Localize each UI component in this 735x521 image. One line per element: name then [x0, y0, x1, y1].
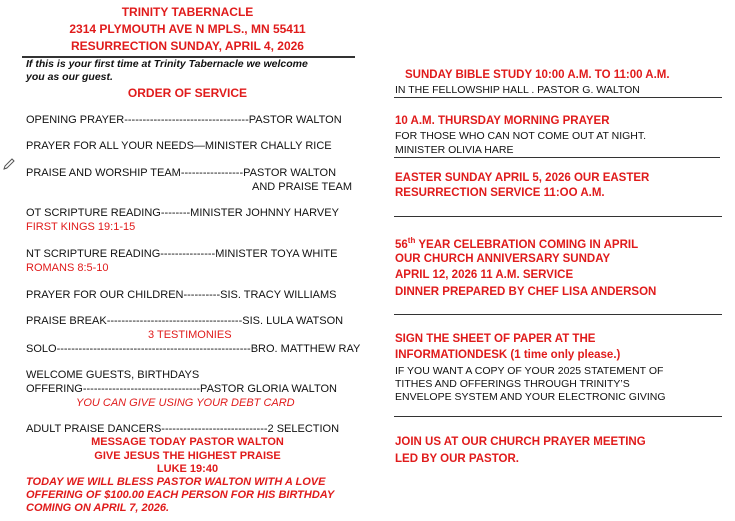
praise-worship-team: PRAISE AND WORSHIP TEAM-----------------PASTOR WALTON: [26, 167, 337, 179]
service-occasion: RESURRECTION SUNDAY, APRIL 4, 2026: [71, 39, 304, 53]
church-name: TRINITY TABERNACLE: [121, 5, 254, 19]
bible-study-place: IN THE FELLOWSHIP HALL . PASTOR G. WALTON: [395, 84, 640, 96]
welcome-guests: WELCOME GUESTS, BIRTHDAYS: [26, 369, 200, 381]
sign-sheet-2: INFORMATIONDESK (1 time only please.): [395, 349, 621, 361]
prayer-children: PRAYER FOR OUR CHILDREN----------SIS. TRACY WILLIAMS: [26, 289, 337, 301]
divider-2: [394, 157, 720, 158]
church-address: 2314 PLYMOUTH AVE N MPLS., MN 55411: [69, 22, 306, 36]
thursday-prayer-heading: 10 A.M. THURSDAY MORNING PRAYER: [395, 115, 610, 127]
ot-scripture-ref: FIRST KINGS 19:1-15: [26, 221, 136, 233]
divider-4: [394, 314, 722, 315]
bless-pastor-3: COMING ON APRIL 7, 2026.: [26, 502, 170, 514]
divider-3: [394, 216, 722, 217]
tithes-line-2: TITHES AND OFFERINGS THROUGH TRINITY’S: [395, 378, 630, 390]
bible-study-heading: SUNDAY BIBLE STUDY 10:00 A.M. TO 11:00 A.M.: [405, 69, 670, 81]
prayer-needs: PRAYER FOR ALL YOUR NEEDS—MINISTER CHALLY RICE: [26, 140, 332, 152]
prayer-meeting-1: JOIN US AT OUR CHURCH PRAYER MEETING: [395, 436, 646, 448]
order-of-service-title: ORDER OF SERVICE: [127, 86, 248, 100]
anniversary-line-2: OUR CHURCH ANNIVERSARY SUNDAY: [395, 253, 611, 265]
divider-5: [394, 416, 722, 417]
solo: SOLO-----------------------------------------------------BRO. MATTHEW RAY: [26, 343, 361, 355]
easter-line-2: RESURRECTION SERVICE 11:OO A.M.: [395, 187, 605, 199]
praise-break: PRAISE BREAK-------------------------------------SIS. LULA WATSON: [26, 315, 344, 327]
opening-prayer: OPENING PRAYER----------------------------------PASTOR WALTON: [26, 114, 342, 126]
testimonies: 3 TESTIMONIES: [148, 329, 232, 341]
luke-reference: LUKE 19:40: [156, 463, 219, 475]
anniversary-line-3: APRIL 12, 2026 11 A.M. SERVICE: [395, 269, 574, 281]
bless-pastor-2: OFFERING OF $100.00 EACH PERSON FOR HIS BIRTHDAY: [26, 489, 335, 501]
welcome-line-1: If this is your first time at Trinity Tabernacle we welcome: [26, 58, 308, 70]
divider-1: [394, 97, 722, 98]
tithes-line-1: IF YOU WANT A COPY OF YOUR 2025 STATEMENT OF: [395, 365, 664, 377]
pen-icon: [2, 157, 16, 171]
prayer-meeting-2: LED BY OUR PASTOR.: [395, 453, 519, 465]
tithes-line-3: ENVELOPE SYSTEM AND YOUR ELECTRONIC GIVING: [395, 391, 666, 403]
welcome-line-2: you as our guest.: [26, 71, 113, 83]
ot-scripture-reading: OT SCRIPTURE READING--------MINISTER JOHNNY HARVEY: [26, 207, 339, 219]
sign-sheet-1: SIGN THE SHEET OF PAPER AT THE: [395, 333, 596, 345]
anniversary-line-4: DINNER PREPARED BY CHEF LISA ANDERSON: [395, 286, 657, 298]
nt-scripture-ref: ROMANS 8:5-10: [26, 262, 109, 274]
anniversary-line-1: 56th YEAR CELEBRATION COMING IN APRIL: [395, 236, 639, 251]
highest-praise: GIVE JESUS THE HIGHEST PRAISE: [94, 450, 281, 462]
thursday-prayer-note-1: FOR THOSE WHO CAN NOT COME OUT AT NIGHT.: [395, 130, 647, 142]
praise-worship-team-2: AND PRAISE TEAM: [252, 181, 353, 193]
nt-scripture-reading: NT SCRIPTURE READING---------------MINISTER TOYA WHITE: [26, 248, 338, 260]
bless-pastor-1: TODAY WE WILL BLESS PASTOR WALTON WITH A LOVE: [26, 476, 326, 488]
thursday-prayer-note-2: MINISTER OLIVIA HARE: [395, 144, 514, 156]
offering: OFFERING--------------------------------PASTOR GLORIA WALTON: [26, 383, 337, 395]
debit-card-note: YOU CAN GIVE USING YOUR DEBT CARD: [76, 397, 295, 409]
easter-line-1: EASTER SUNDAY APRIL 5, 2026 OUR EASTER: [395, 172, 650, 184]
praise-dancers: ADULT PRAISE DANCERS-----------------------------2 SELECTION: [26, 423, 340, 435]
message-today: MESSAGE TODAY PASTOR WALTON: [91, 436, 284, 448]
